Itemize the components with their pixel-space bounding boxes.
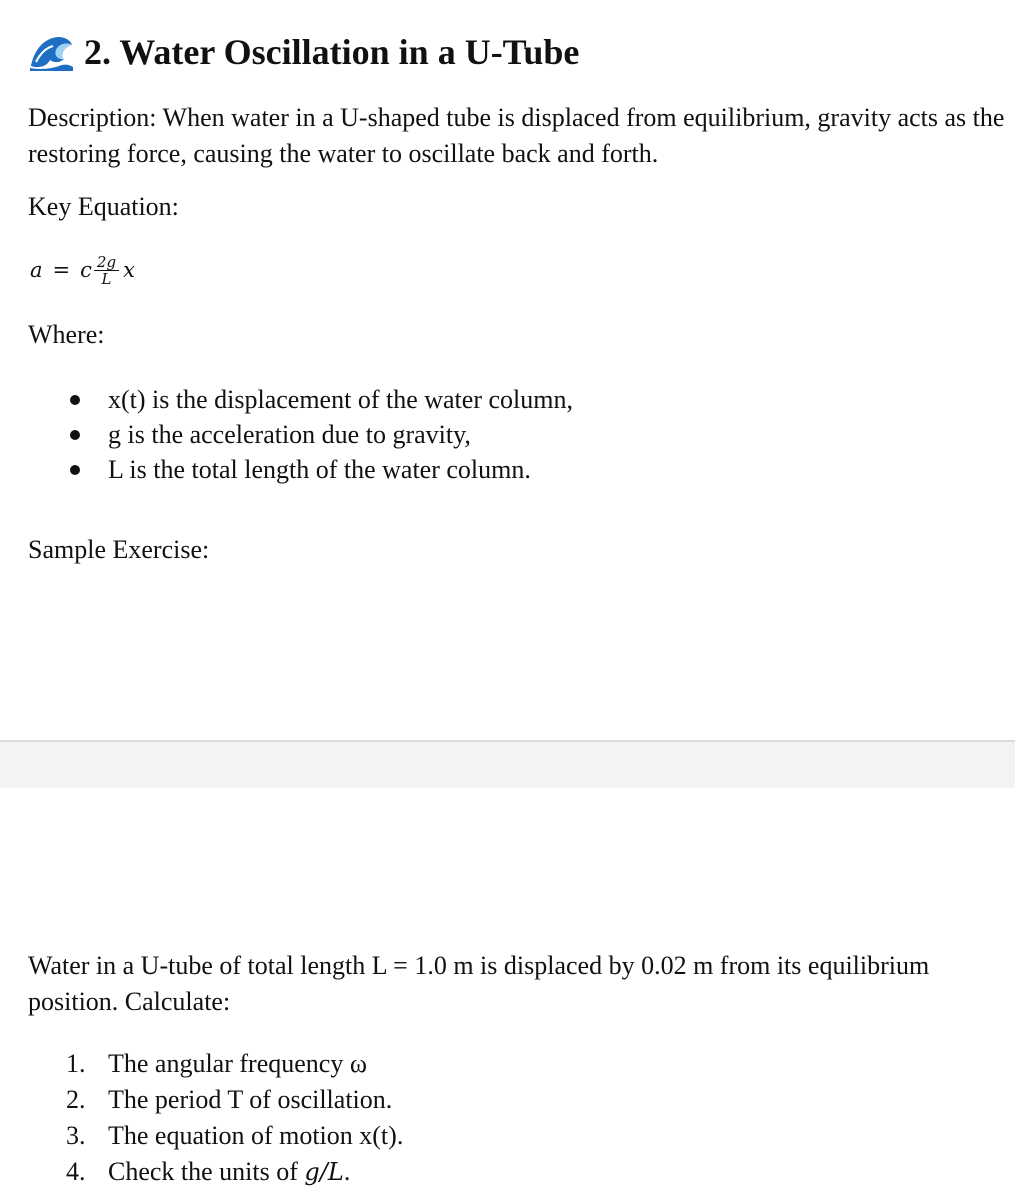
fraction-numerator: 2g bbox=[94, 254, 119, 271]
fraction-denominator: L bbox=[101, 269, 112, 288]
page-title: 2. Water Oscillation in a U-Tube bbox=[84, 32, 580, 72]
document-page-2 bbox=[0, 788, 1015, 1190]
list-item bbox=[66, 1046, 403, 1082]
page-break bbox=[0, 740, 1015, 788]
where-label: Where: bbox=[28, 320, 105, 349]
sample-exercise-label: Sample Exercise: bbox=[28, 535, 210, 564]
key-equation bbox=[30, 250, 135, 290]
exercise-paragraph: Water in a U-tube of total length L = 1.0 m is displaced by 0.02 m from its equilibrium position. Calculate: bbox=[28, 951, 930, 1016]
list-item bbox=[70, 382, 573, 417]
definition-text: g is the acceleration due to gravity, bbox=[108, 420, 471, 449]
definition-text: L is the total length of the water column. bbox=[108, 455, 531, 484]
step-number: 3. bbox=[66, 1121, 86, 1150]
step-text: Check the units of bbox=[108, 1157, 305, 1186]
definition-text: x(t) is the displacement of the water column, bbox=[108, 385, 573, 414]
list-item bbox=[70, 452, 573, 487]
equation-fraction bbox=[94, 254, 119, 287]
equation-lhs: a bbox=[30, 258, 43, 282]
step-text: The period T of oscillation. bbox=[108, 1085, 393, 1114]
list-item bbox=[66, 1154, 403, 1190]
list-item bbox=[66, 1082, 403, 1118]
definitions-list bbox=[70, 382, 573, 487]
step-math: g/L bbox=[304, 1158, 344, 1186]
list-item bbox=[66, 1118, 403, 1154]
key-equation-label: Key Equation: bbox=[28, 192, 179, 221]
step-number: 2. bbox=[66, 1085, 86, 1114]
step-suffix: . bbox=[343, 1157, 351, 1186]
equation-variable: x bbox=[123, 258, 135, 282]
exercise-steps-list bbox=[66, 1046, 403, 1190]
description-paragraph: Description: When water in a U-shaped tube is displaced from equilibrium, gravity acts as the restoring force, causing the water to oscillate back and forth. bbox=[28, 103, 1005, 168]
step-text: The angular frequency ω bbox=[108, 1049, 367, 1078]
bullet-icon bbox=[70, 430, 80, 440]
list-item bbox=[70, 417, 573, 452]
equation-coefficient: c bbox=[80, 258, 92, 282]
bullet-icon bbox=[70, 465, 80, 475]
equation-equals: = bbox=[52, 258, 71, 282]
water-wave-icon bbox=[28, 32, 74, 72]
bullet-icon bbox=[70, 395, 80, 405]
step-text: The equation of motion x(t). bbox=[108, 1121, 404, 1150]
section-heading bbox=[28, 30, 579, 74]
step-number: 4. bbox=[66, 1157, 86, 1186]
step-number: 1. bbox=[66, 1049, 86, 1078]
